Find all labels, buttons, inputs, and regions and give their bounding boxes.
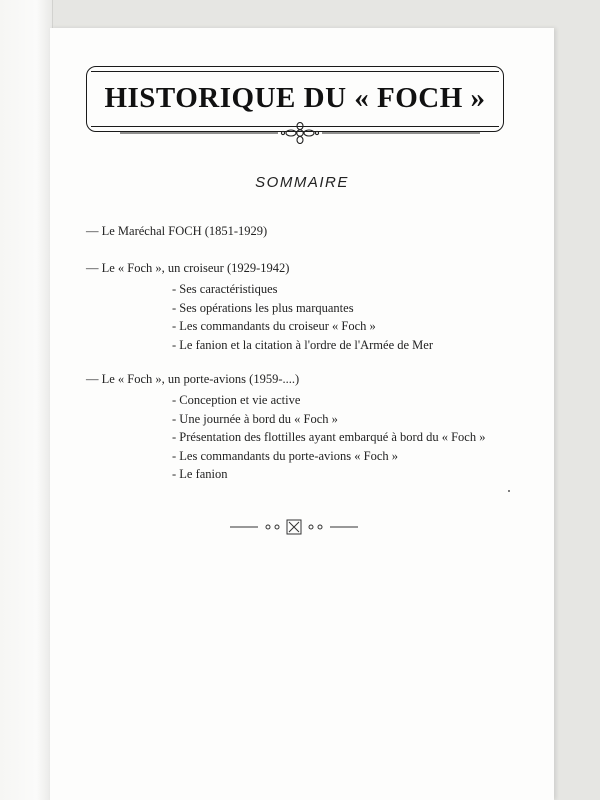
fleuron-ornament-icon <box>100 122 500 144</box>
list-item: - Ses caractéristiques <box>172 282 278 296</box>
list-item: - Conception et vie active <box>172 393 301 407</box>
croiseur-subitems <box>172 280 433 354</box>
list-item: - Une journée à bord du « Foch » <box>172 411 338 426</box>
list-item: - Le fanion et la citation à l'ordre de l'Armée de Mer <box>172 337 433 352</box>
document-page <box>50 28 554 800</box>
closing-ornament-icon <box>230 518 358 536</box>
summary-heading: SOMMAIRE <box>255 174 349 191</box>
section-heading-porte-avions: — Le « Foch », un porte-avions (1959-....) <box>86 372 300 386</box>
facing-page-edge <box>0 0 53 800</box>
list-item: - Le fanion <box>172 467 228 482</box>
page-title: HISTORIQUE DU « FOCH » <box>104 82 486 114</box>
section-heading-croiseur: — Le « Foch », un croiseur (1929-1942) <box>86 261 290 275</box>
paper-speck <box>508 490 510 492</box>
list-item: - Ses opérations les plus marquantes <box>172 300 354 315</box>
porte-avions-subitems <box>172 391 485 484</box>
list-item: - Présentation des flottilles ayant embarqué à bord du « Foch » <box>172 430 486 445</box>
list-item: - Les commandants du porte-avions « Foch » <box>172 448 398 463</box>
list-item: - Les commandants du croiseur « Foch » <box>172 319 376 334</box>
section-heading-marechal: — Le Maréchal FOCH (1851-1929) <box>86 224 268 238</box>
